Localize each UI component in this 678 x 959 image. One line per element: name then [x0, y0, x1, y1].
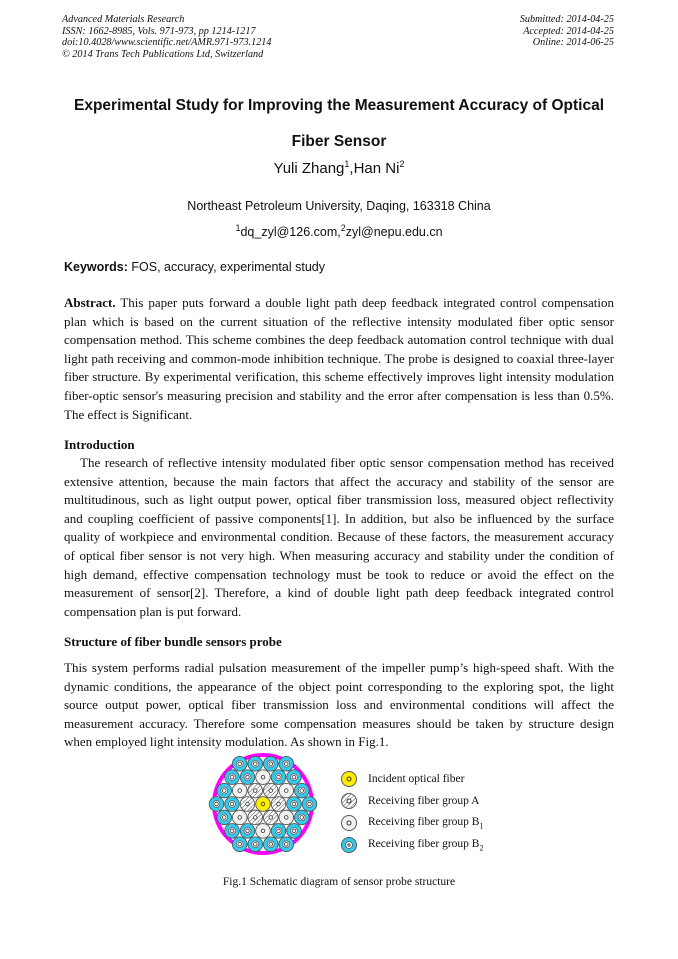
doi-line: doi:10.4028/www.scientific.net/AMR.971-973.1214	[62, 37, 272, 49]
legend-item-group-a	[340, 790, 483, 812]
legend-label-group-b2: Receiving fiber group $B_2$	[368, 837, 484, 853]
fiber-core	[230, 775, 234, 779]
journal-name: Advanced Materials Research	[62, 14, 185, 25]
title-line-2: Fiber Sensor	[291, 133, 387, 150]
author-1: Yuli Zhang	[273, 160, 345, 177]
keywords-text: FOS, accuracy, experimental study	[127, 260, 325, 274]
structure-paragraph: This system performs radial pulsation measurement of the impeller pump’s high-speed shaft. With the dynamic conditions, the appearance of the object point corresponding to the exploring spot, the light source output power, optical fiber transmission loss and environmental conditions will affect the measurement accuracy. Therefore some compensation measures should be taken by structure design when employed light intensity modulation. As shown in Fig.1.	[64, 660, 614, 750]
fiber-core	[277, 802, 281, 806]
fiber-core	[277, 775, 281, 779]
fiber-core	[269, 789, 273, 793]
incident-fiber-icon	[340, 770, 358, 788]
fiber-core	[269, 762, 273, 766]
group-a-fiber-icon	[340, 792, 358, 810]
legend-item-incident	[340, 768, 483, 790]
email-1-sup: 1	[235, 222, 241, 233]
keywords	[64, 260, 325, 274]
fiber-core	[269, 816, 273, 820]
fiber-core	[230, 829, 234, 833]
fiber-core	[215, 802, 219, 806]
author-2: Han Ni	[353, 160, 400, 177]
legend-label-group-a: Receiving fiber group A	[368, 795, 480, 807]
legend-label-incident: Incident optical fiber	[368, 773, 465, 785]
fiber-core	[284, 762, 288, 766]
fiber-core	[300, 816, 304, 820]
issn-line: ISSN: 1662-8985, Vols. 971-973, pp 1214-1217	[62, 25, 256, 37]
fiber-core	[230, 802, 234, 806]
fiber-core	[238, 816, 242, 820]
fiber-core	[292, 775, 296, 779]
title-line-1: Experimental Study for Improving the Measurement Accuracy of Optical	[74, 97, 604, 114]
abstract-label: Abstract.	[64, 295, 116, 310]
fiber-core	[253, 789, 257, 793]
fiber-core	[277, 829, 281, 833]
abstract	[64, 294, 614, 424]
structure-heading: Structure of fiber bundle sensors probe	[64, 634, 282, 649]
dates-header	[520, 14, 614, 49]
fiber-core	[238, 762, 242, 766]
fiber-core	[253, 762, 257, 766]
fiber-core	[308, 802, 312, 806]
keywords-label: Keywords:	[64, 260, 128, 274]
author-1-sup: 1	[344, 159, 350, 169]
affiliation: Northeast Petroleum University, Daqing, 163318 China	[187, 199, 491, 213]
journal-header	[62, 14, 271, 60]
fiber-core	[238, 842, 242, 846]
fiber-core	[246, 802, 250, 806]
legend-item-group-b2	[340, 834, 483, 856]
fiber-core	[284, 842, 288, 846]
email-2-sup: 2	[340, 222, 346, 233]
author-2-sup: 2	[399, 159, 405, 169]
fiber-core	[238, 789, 242, 793]
author-sep: ,	[349, 160, 354, 177]
fiber-core	[246, 829, 250, 833]
figure-caption: Fig.1 Schematic diagram of sensor probe structure	[222, 876, 456, 888]
emails	[0, 222, 678, 239]
legend-item-group-b1	[340, 812, 483, 834]
submitted-date: Submitted: 2014-04-25	[519, 14, 614, 25]
accepted-date: Accepted: 2014-04-25	[523, 25, 614, 37]
fiber-core	[292, 829, 296, 833]
fiber-core	[284, 816, 288, 820]
fiber-core	[292, 802, 296, 806]
figure-legend	[340, 768, 483, 856]
fiber-core	[261, 829, 265, 833]
fiber-core	[253, 842, 257, 846]
fiber-core	[222, 816, 226, 820]
fiber-core	[253, 816, 257, 820]
copyright-line: © 2014 Trans Tech Publications Ltd, Switzerland	[62, 48, 264, 60]
introduction-paragraph	[64, 454, 614, 621]
introduction-text: The research of reflective intensity modulated fiber optic sensor compensation method has received extensive attention, because the main factors that affect the accuracy and stability of the sensor are multitudinous, such as light output power, optical fiber transmission loss, measured object reflectivity and coupling coefficient of passive components[1]. In addition, but also be influenced by the surface quality of workpiece and environmental condition. Because of these factors, the measurement accuracy of optical fiber sensor is not very high. When measuring accuracy and stability under the condition of high demand, effective compensation technology must be took to reduce or avoid the effect on the measurement of sensor[2]. Therefore, a kind of double light path deep feedback integrated control compensation plan is put forward.	[64, 455, 614, 619]
group-b1-fiber-icon	[340, 814, 358, 832]
paper-title	[40, 88, 638, 160]
email-1: dq_zyl@126.com,	[240, 225, 341, 239]
fiber-incident	[256, 797, 271, 812]
online-date: Online: 2014-06-25	[532, 37, 614, 49]
legend-label-group-b1: Receiving fiber group $B_1$	[368, 815, 484, 831]
fiber-core	[246, 775, 250, 779]
email-2: zyl@nepu.edu.cn	[345, 225, 443, 239]
abstract-text: This paper puts forward a double light path deep feedback integrated control compensation plan which is based on the current situation of the reflective intensity modulated fiber optic sensor compensation method. This scheme combines the deep feedback automation control technique with dual light path receiving and common-mode inhibition technique. The probe is designed to coaxial three-layer fiber structure. By experimental verification, this scheme effectively improves light intensity modulation fiber-optic sensor's measuring precision and stability and the error after compensation is less than 0.5%. The effect is Significant.	[64, 295, 614, 422]
fiber-core	[261, 775, 265, 779]
group-b2-fiber-icon	[340, 836, 358, 854]
fiber-core	[300, 789, 304, 793]
authors	[0, 160, 678, 177]
fiber-core	[222, 789, 226, 793]
fiber-core	[284, 789, 288, 793]
fiber-core	[269, 842, 273, 846]
introduction-heading: Introduction	[64, 437, 135, 452]
